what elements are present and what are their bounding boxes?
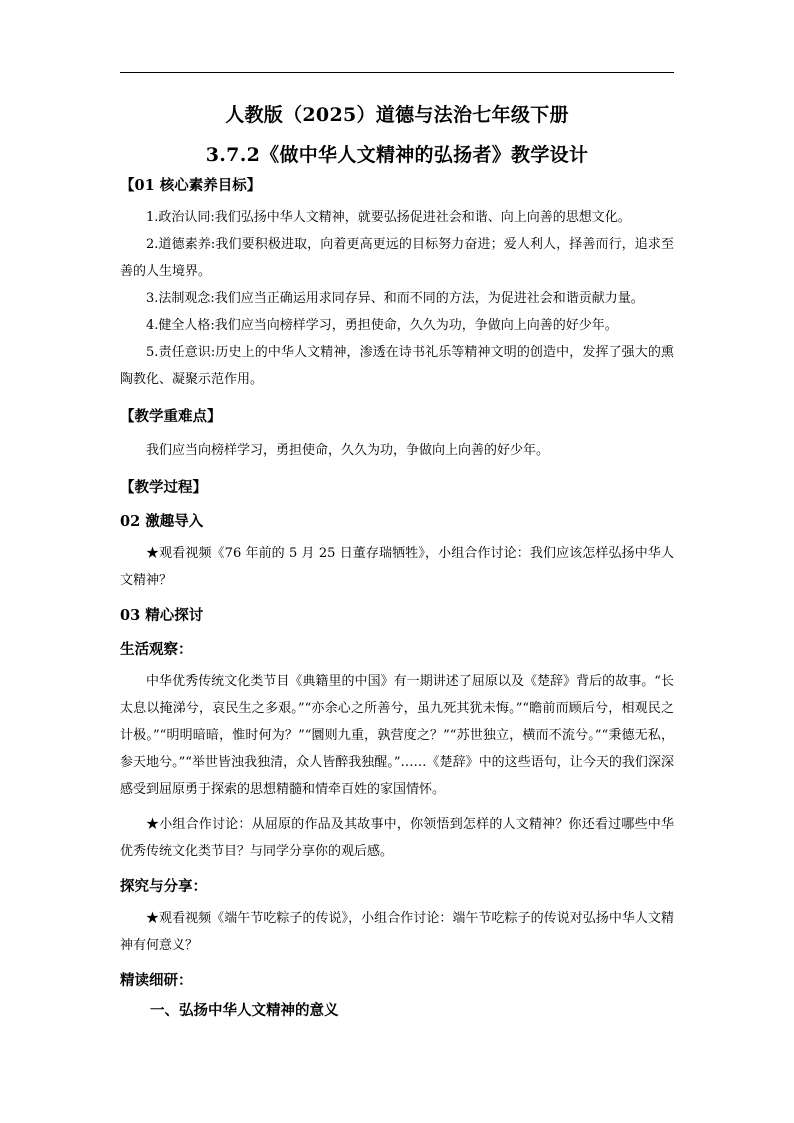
- explore-share-text: ★观看视频《端午节吃粽子的传说》，小组合作讨论：端午节吃粽子的传说对弘扬中华人文精神有何意义？: [120, 911, 674, 953]
- document-title-line-2: 3.7.2《做中华人文精神的弘扬者》教学设计: [205, 144, 589, 166]
- objectives-heading: 【01 核心素养目标】: [120, 177, 262, 194]
- life-observation-paragraph: 中华优秀传统文化类节目《典籍里的中国》有一期讲述了屈原以及《楚辞》背后的故事。“长太息以掩涕兮，哀民生之多艰。”“亦余心之所善兮，虽九死其犹未悔。”“瞻前而顾后兮，相观民之计极。”“明明暗暗，惟时何为？”“圜则九重，孰营度之？”“苏世独立，横而不流兮。”“秉德无私，参天地兮。”“举世皆浊我独清，众人皆醉我独醒。”……《楚辞》中的这些语句，让今天的我们深深感受到屈原勇于探索的思想精髓和情牵百姓的家国情怀。: [120, 674, 674, 797]
- outline-heading-1: 一、弘扬中华人文精神的意义: [150, 1002, 339, 1019]
- objective-item: 4.健全人格:我们应当向榜样学习，勇担使命，久久为功，争做向上向善的好少年。: [146, 318, 618, 333]
- document-body: [120, 96, 674, 1023]
- close-reading-heading: 精读细研：: [120, 972, 193, 989]
- key-points-heading: 【教学重难点】: [120, 408, 222, 425]
- intro-text: ★观看视频《76 年前的 5 月 25 日董存瑞牺牲》，小组合作讨论：我们应该怎样弘扬中华人文精神？: [120, 546, 674, 588]
- life-observation-heading: 生活观察：: [120, 641, 193, 658]
- objective-item: 2.道德素养:我们要积极进取，向着更高更远的目标努力奋进；爱人利人，择善而行，追求至善的人生境界。: [120, 237, 674, 279]
- process-heading: 【教学过程】: [120, 479, 207, 496]
- key-points-text: 我们应当向榜样学习，勇担使命，久久为功，争做向上向善的好少年。: [146, 443, 550, 458]
- objective-item: 3.法制观念:我们应当正确运用求同存异、和而不同的方法，为促进社会和谐贡献力量。: [146, 291, 644, 306]
- intro-heading: 02 激趣导入: [120, 513, 204, 530]
- header-rule: [120, 72, 674, 73]
- objective-item: 1.政治认同:我们弘扬中华人文精神，就要弘扬促进社会和谐、向上向善的思想文化。: [146, 210, 631, 225]
- document-title-line-1: 人教版（2025）道德与法治七年级下册: [225, 104, 569, 126]
- explore-heading: 03 精心探讨: [120, 607, 204, 624]
- group-discussion-paragraph: ★小组合作讨论：从屈原的作品及其故事中，你领悟到怎样的人文精神？你还看过哪些中华优秀传统文化类节目？与同学分享你的观后感。: [120, 817, 674, 859]
- explore-share-heading: 探究与分享：: [120, 878, 207, 895]
- objective-item: 5.责任意识:历史上的中华人文精神，渗透在诗书礼乐等精神文明的创造中，发挥了强大的熏陶教化、凝聚示范作用。: [120, 345, 674, 387]
